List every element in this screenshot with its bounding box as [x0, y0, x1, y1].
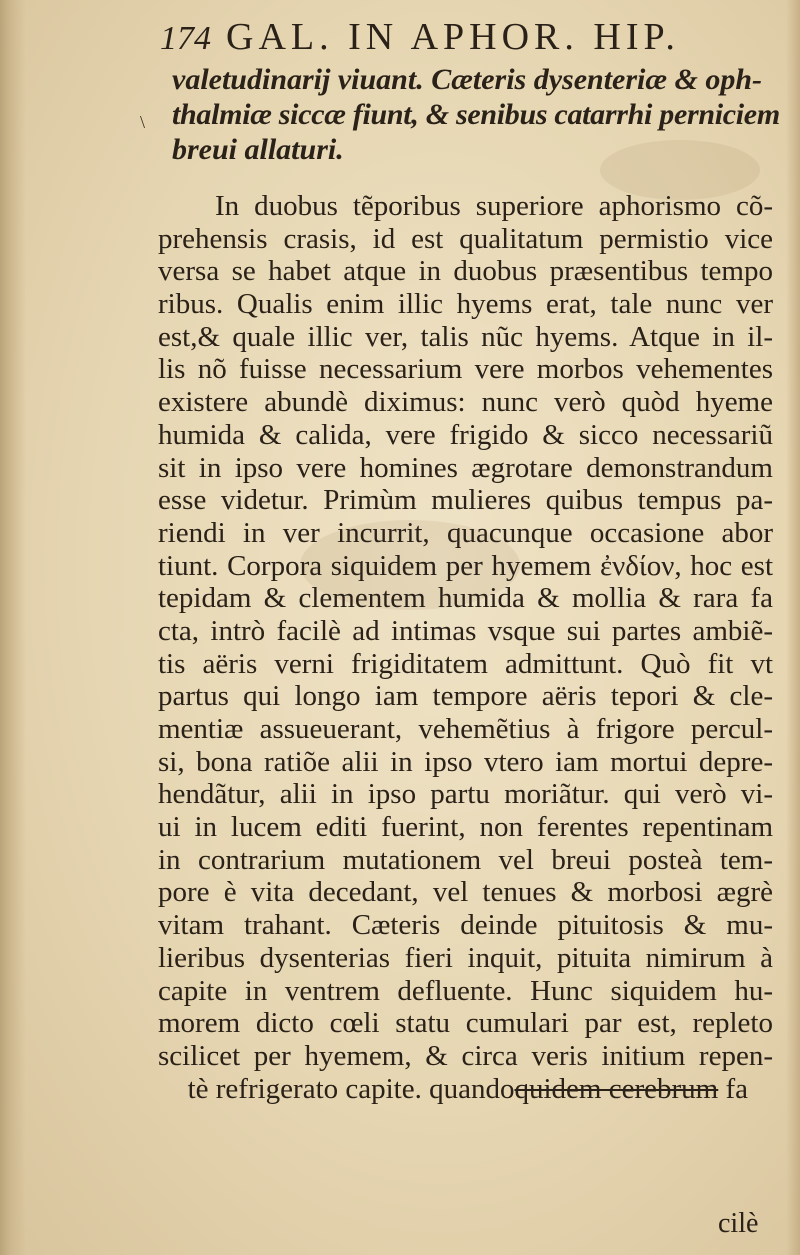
- commentary-line: hendãtur, alii in ipso partu moriãtur. qui verò vi-: [158, 778, 773, 811]
- commentary-line: sit in ipso vere homines ægrotare demonstrandum: [158, 451, 773, 484]
- aphorism-line: thalmiæ siccæ fiunt, & senibus catarrhi perniciem: [172, 98, 780, 131]
- aphorism-line: breui allaturi.: [172, 133, 344, 166]
- commentary-line: capite in ventrem defluente. Hunc siquidem hu-: [158, 974, 773, 1007]
- commentary-line: ui in lucem editi fuerint, non ferentes repentinam: [158, 811, 773, 844]
- commentary-last-line: [158, 1073, 773, 1106]
- commentary-line: humida & calida, vere frigido & sicco necessariũ: [158, 418, 773, 451]
- running-head-title: GAL. IN APHOR. HIP.: [226, 16, 680, 58]
- commentary-line: lis nõ fuisse necessarium vere morbos vehementes: [158, 353, 773, 386]
- commentary-line: prehensis crasis, id est qualitatum permistio vice: [158, 222, 773, 255]
- commentary-line: lieribus dysenterias fieri inquit, pituita nimirum à: [158, 941, 773, 974]
- struck-through-words: quidem cerebrum: [514, 1072, 719, 1105]
- last-line-text: tè refrigerato capite. quando: [187, 1072, 515, 1105]
- commentary-line: si, bona ratiõe alii in ipso vtero iam mortui depre-: [158, 745, 773, 778]
- commentary-line: cta, intrò facilè ad intimas vsque sui partes ambiẽ-: [158, 614, 773, 647]
- margin-mark: \: [140, 112, 146, 132]
- commentary-line: tis aëris verni frigiditatem admittunt. Quò fit vt: [158, 647, 773, 680]
- commentary-text: [158, 190, 773, 1105]
- running-head: [160, 14, 720, 60]
- commentary-line: partus qui longo iam tempore aëris tepori & cle-: [158, 680, 773, 713]
- catchword: cilè: [718, 1208, 759, 1239]
- page-gutter-shadow: [0, 0, 26, 1255]
- commentary-line: scilicet per hyemem, & circa veris initium repen-: [158, 1039, 773, 1072]
- commentary-line: pore è vita decedant, vel tenues & morbosi ægrè: [158, 876, 773, 909]
- commentary-line: tiunt. Corpora siquidem per hyemem ἐνδίον, hoc est: [158, 549, 773, 582]
- commentary-line: tepidam & clementem humida & mollia & rara fa: [158, 582, 773, 615]
- commentary-line: mentiæ assueuerant, vehemẽtius à frigore percul-: [158, 713, 773, 745]
- commentary-line: morem dicto cœli statu cumulari par est, repleto: [158, 1007, 773, 1040]
- commentary-line: ribus. Qualis enim illic hyems erat, tale nunc ver: [158, 288, 773, 321]
- commentary-line: existere abundè diximus: nunc verò quòd hyeme: [158, 386, 773, 419]
- commentary-line: versa se habet atque in duobus præsentibus tempo: [158, 255, 773, 288]
- page-number: 174: [160, 20, 211, 57]
- commentary-line: est,& quale illic ver, talis nũc hyems. Atque in il-: [158, 320, 773, 353]
- commentary-line: esse videtur. Primùm mulieres quibus tempus pa-: [158, 484, 773, 517]
- page-edge-shadow: [786, 0, 800, 1255]
- commentary-line: in contrarium mutationem vel breui posteà tem-: [158, 843, 773, 876]
- commentary-line: vitam trahant. Cæteris deinde pituitosis & mu-: [158, 909, 773, 942]
- commentary-line: riendi in ver incurrit, quacunque occasione abor: [158, 516, 773, 549]
- aphorism-line: valetudinarij viuant. Cæteris dysenteriæ & oph-: [172, 63, 763, 96]
- commentary-line: In duobus tẽporibus superiore aphorismo cõ-: [215, 190, 773, 222]
- last-line-end: fa: [718, 1072, 748, 1105]
- aphorism-text: [172, 62, 792, 167]
